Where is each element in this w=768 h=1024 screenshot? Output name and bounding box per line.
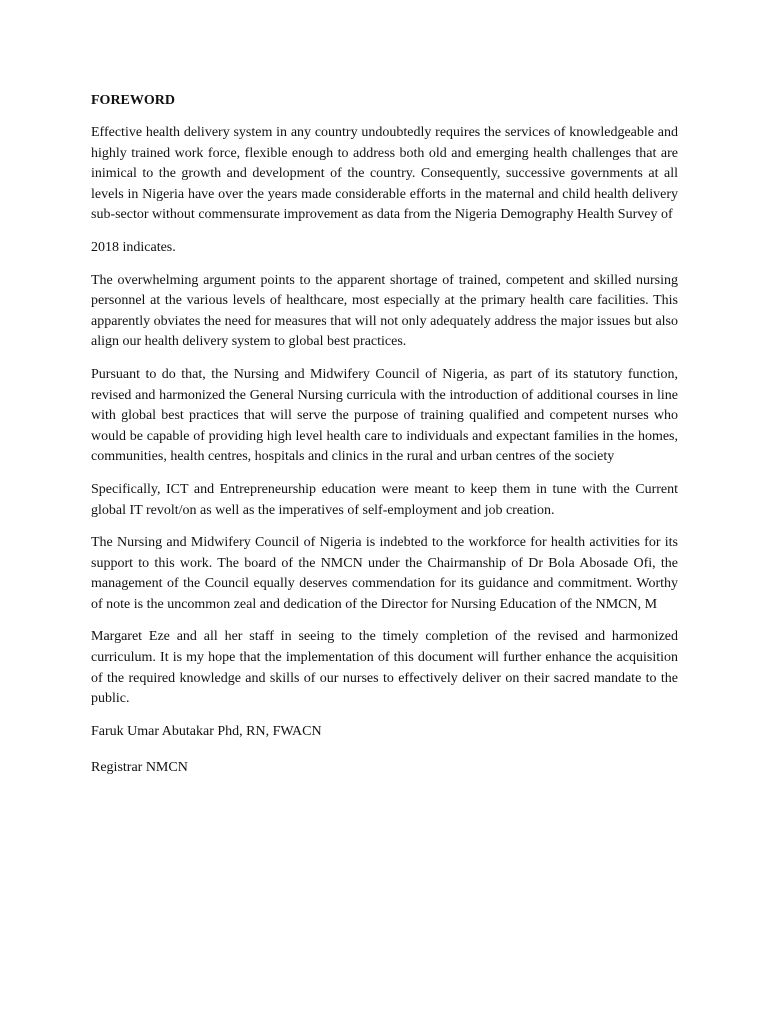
signatory-title: Registrar NMCN [91, 759, 188, 775]
paragraph-acknowledgement: The Nursing and Midwifery Council of Nigeria is indebted to the workforce for health activities for its support to this work. The board of the NMCN under the Chairmanship of Dr Bola Abosade Ofi, the management of the Council equally deserves commendation for its guidance and commitment. Worthy of note is the uncommon zeal and dedication of the Director for Nursing Education of the NMCN, M [91, 535, 678, 612]
paragraph-shortage: The overwhelming argument points to the apparent shortage of trained, competent and skilled nursing personnel at the various levels of healthcare, most especially at the primary health care facilities. This apparently obviates the need for measures that will not only adequately address the major issues but also align our health delivery system to global best practices. [91, 272, 678, 350]
paragraph-closing: Margaret Eze and all her staff in seeing to the timely completion of the revised and harmonized curriculum. It is my hope that the implementation of this document will further enhance the acquisition of the required knowledge and skills of our nurses to effectively deliver on their sacred mandate to the public. [91, 629, 678, 707]
paragraph-survey-year: 2018 indicates. [91, 239, 176, 255]
signatory-name: Faruk Umar Abutakar Phd, RN, FWACN [91, 723, 322, 739]
document-body [91, 91, 678, 794]
paragraph-intro: Effective health delivery system in any country undoubtedly requires the services of knowledgeable and highly trained work force, flexible enough to address both old and emerging health challenges that are inimical to the growth and development of the country. Consequently, successive governments at all levels in Nigeria have over the years made considerable efforts in the maternal and child health delivery sub-sector without commensurate improvement as data from the Nigeria Demography Health Survey of [91, 125, 678, 223]
paragraph-ict: Specifically, ICT and Entrepreneurship education were meant to keep them in tune with the Current global IT revolt/on as well as the imperatives of self-employment and job creation. [91, 481, 678, 518]
paragraph-curricula: Pursuant to do that, the Nursing and Midwifery Council of Nigeria, as part of its statutory function, revised and harmonized the General Nursing curricula with the introduction of additional courses in line with global best practices that will serve the purpose of training qualified and competent nurses who would be capable of providing high level health care to individuals and expectant families in the homes, communities, health centres, hospitals and clinics in the rural and urban centres of the society [91, 366, 678, 465]
page-title: FOREWORD [91, 93, 175, 108]
